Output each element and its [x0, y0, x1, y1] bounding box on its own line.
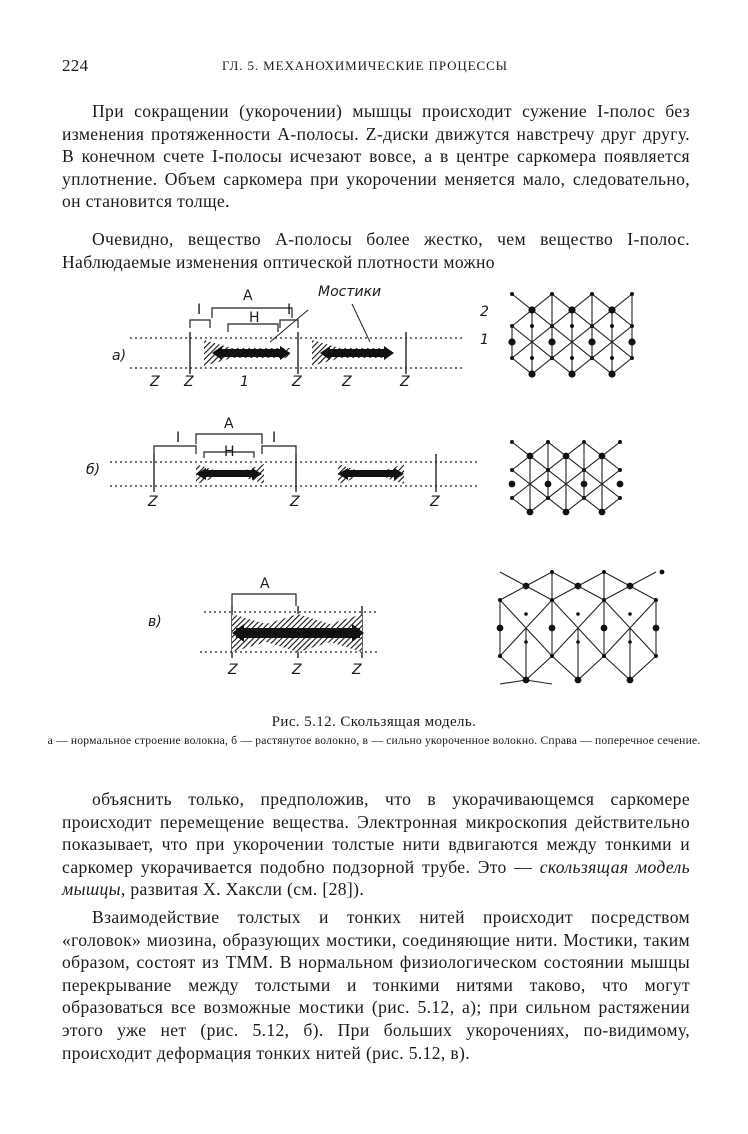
text-block-top — [62, 100, 690, 213]
term-sliding-model: скользящая модель мышцы — [62, 856, 690, 900]
cross-section-b — [509, 440, 624, 515]
paragraph-3-start: объяснить только, предположив, что в укорачивающемся саркомере происходит перемещение вещества. Электронная микроскопия действительно показывает, что при укорочении толстые нити вдвигаются между тонкими и саркомер укорачивается подобно подзорной трубе. Это — — [62, 789, 690, 877]
text-block-mid — [62, 228, 690, 273]
panel-b — [86, 416, 480, 510]
caption-title: Рис. 5.12. Скользящая модель. — [271, 714, 477, 730]
label-z: Z — [184, 374, 194, 390]
label-i-band-right: I — [287, 302, 292, 318]
figure-caption — [40, 714, 708, 748]
label-z: Z — [150, 374, 160, 390]
label-i-band-left: I — [176, 430, 181, 446]
label-i-band-left: I — [197, 302, 202, 318]
panel-a — [112, 284, 465, 390]
caption-text: а — нормальное строение волокна, б — растянутое волокно, в — сильно укороченное волокно. Справа — поперечное сечение. — [47, 734, 701, 747]
page-number: 224 — [62, 56, 89, 75]
label-z: Z — [342, 374, 352, 390]
text-block-bottom — [62, 788, 690, 1064]
label-h-zone: H — [249, 310, 260, 326]
label-z: Z — [148, 494, 158, 510]
panel-c-label: в) — [148, 614, 162, 630]
panel-b-label: б) — [86, 462, 101, 478]
label-z: Z — [290, 494, 300, 510]
paragraph-3-end: , развитая Х. Хаксли (см. [28]). — [120, 879, 365, 900]
running-head: ГЛ. 5. МЕХАНОХИМИЧЕСКИЕ ПРОЦЕССЫ — [222, 58, 508, 73]
paragraph-2: Очевидно, вещество A-полосы более жестко, чем вещество I-полос. Наблюдаемые изменения оптической плотности можно — [62, 229, 690, 272]
label-a-band: A — [224, 416, 234, 432]
label-bridges: Мостики — [318, 284, 382, 300]
label-a-band: A — [260, 576, 270, 592]
panel-a-label: а) — [112, 348, 127, 364]
cross-section-a — [480, 292, 636, 378]
figure-5-12 — [0, 280, 748, 710]
label-a-band: A — [243, 288, 253, 304]
label-z: Z — [352, 662, 362, 678]
label-i-band-right: I — [272, 430, 277, 446]
label-2: 2 — [480, 304, 489, 320]
page-header — [62, 56, 702, 78]
paragraph-4: Взаимодействие толстых и тонких нитей происходит посредством «головок» миозина, образующих мостики, соединяющие нити. Мостики, таким образом, состоят из ТММ. В нормальном физиологическом состоянии мышцы перекрывание между толстыми и тонкими нитями таково, что могут образоваться все возможные мостики (рис. 5.12, а); при сильном растяжении этого уже нет (рис. 5.12, б). При больших укорочениях, по-видимому, происходит деформация тонких нитей (рис. 5.12, в). — [62, 906, 690, 1063]
label-1: 1 — [240, 374, 249, 390]
label-z: Z — [292, 662, 302, 678]
cross-section-c — [497, 570, 665, 684]
label-z: Z — [430, 494, 440, 510]
label-z: Z — [400, 374, 410, 390]
panel-c — [148, 576, 378, 678]
paragraph-1: При сокращении (укорочении) мышцы происходит сужение I-полос без изменения протяженности A-полосы. Z-диски движутся навстречу друг другу. В конечном счете I-полосы исчезают вовсе, а в центре саркомера появляется уплотнение. Объем саркомера при укорочении меняется мало, следовательно, он становится толще. — [62, 101, 690, 212]
label-z: Z — [228, 662, 238, 678]
label-h-zone: H — [224, 444, 235, 460]
sliding-model-diagram — [0, 280, 748, 710]
paragraph-3 — [62, 788, 690, 901]
label-1: 1 — [480, 332, 489, 348]
label-z: Z — [292, 374, 302, 390]
